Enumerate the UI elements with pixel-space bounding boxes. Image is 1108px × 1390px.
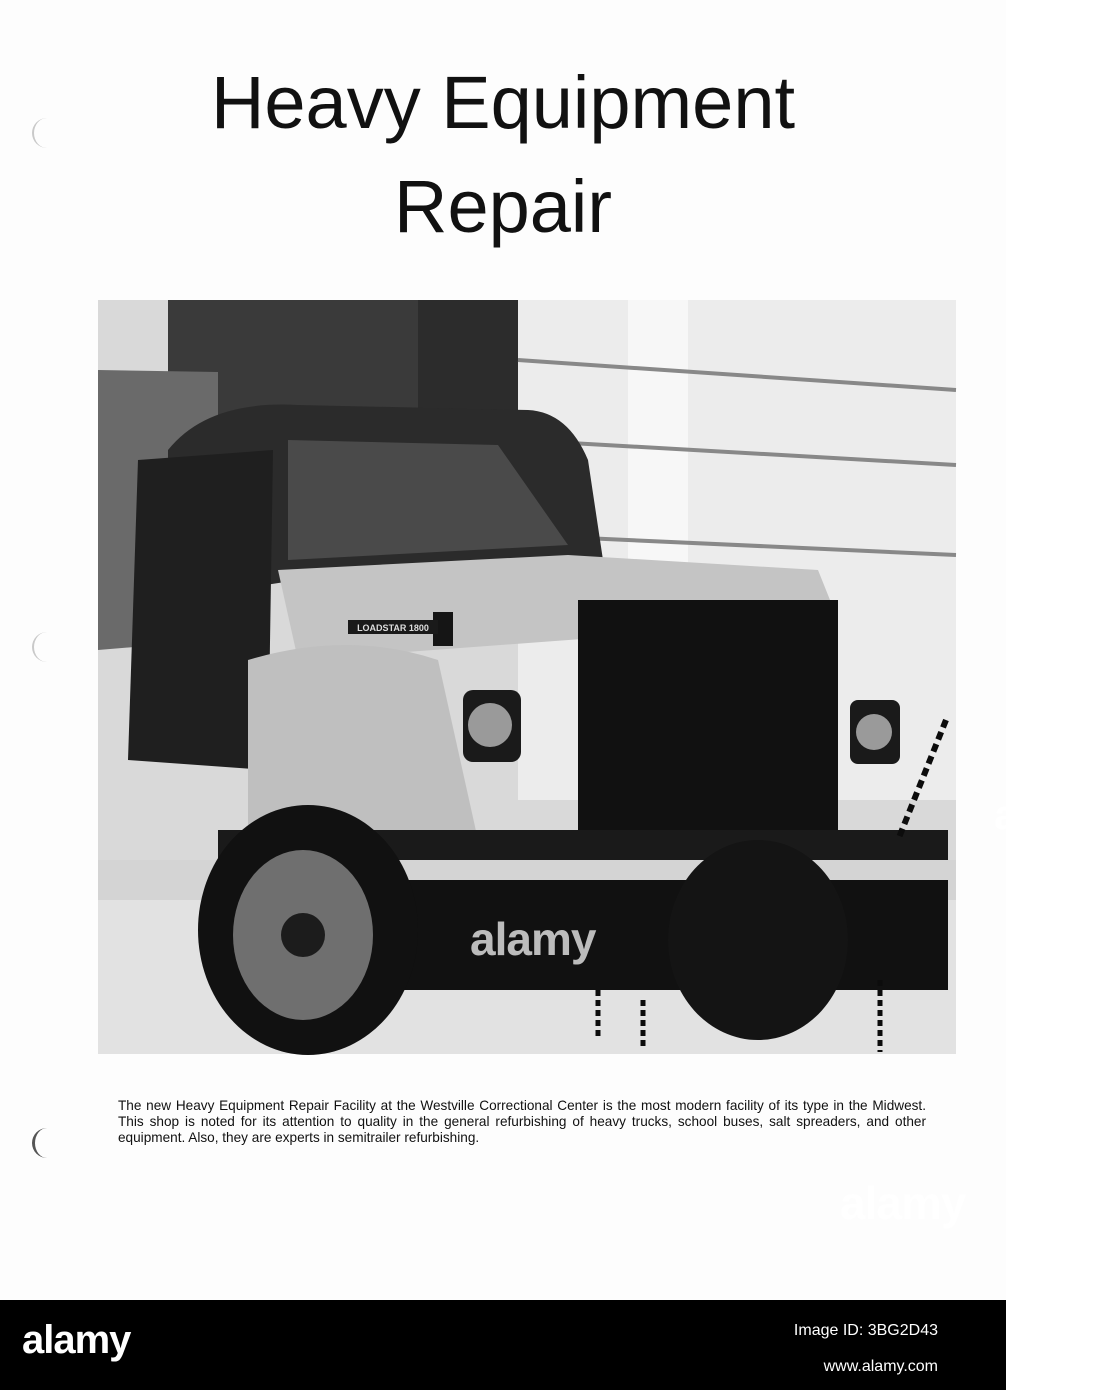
- watermark-text: alamy: [840, 1177, 966, 1229]
- image-id-label: Image ID: 3BG2D43: [793, 1322, 938, 1339]
- truck-badge-text: LOADSTAR 1800: [357, 623, 429, 633]
- stock-url-link[interactable]: www.alamy.com: [823, 1358, 938, 1375]
- watermark-text: alamy: [470, 913, 596, 965]
- photo-caption: The new Heavy Equipment Repair Facility at the Westville Correctional Center is the most modern facility of its type in the Midwest. This shop is noted for its attention to quality in the general refurbishing of heavy trucks, school buses, salt spreaders, and other equipment. Also, they are experts in semitrailer refurbishing.: [118, 1098, 926, 1145]
- stock-logo[interactable]: alamy: [22, 1318, 131, 1362]
- stock-footer: [0, 1300, 1006, 1390]
- binder-hole: [32, 632, 48, 662]
- page-title-line-2: Repair: [394, 165, 612, 248]
- page-title-line-1: Heavy Equipment: [210, 61, 796, 144]
- binder-hole: [32, 1128, 49, 1158]
- watermark-text: alamy: [994, 791, 1108, 838]
